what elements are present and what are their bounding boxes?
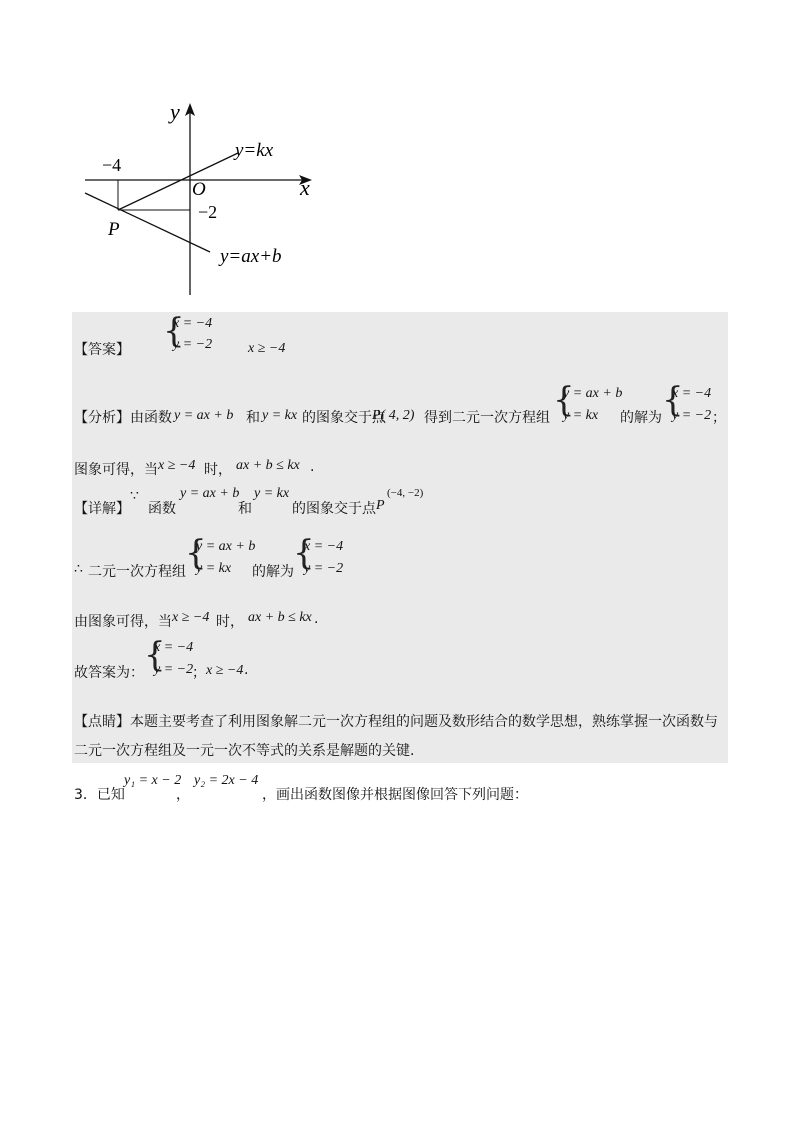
detail-text-4: 二元一次方程组 — [88, 564, 186, 580]
detail-line3-condition: x ≥ −4 — [172, 610, 210, 625]
neg2-label: −2 — [198, 202, 218, 222]
analysis-sys-brace: { — [553, 380, 575, 420]
y-axis-label: y — [170, 99, 180, 124]
question3-text: ，画出函数图像并根据图像回答下列问题： — [262, 787, 528, 803]
final-sys-y: y = −2 — [154, 662, 194, 677]
final-sys-x: x = −4 — [154, 640, 194, 655]
comment-line-2: 二元一次方程组及一元一次不等式的关系是解题的关键. — [74, 743, 415, 759]
question3-comma: ， — [176, 787, 190, 803]
detail-func-1: y = ax + b — [180, 486, 240, 501]
detail-sys-brace: { — [185, 533, 207, 573]
x-axis-label: x — [300, 175, 310, 200]
comment-line-1: 本题主要考查了利用图象解二元一次方程组的问题及数形结合的数学思想，熟练掌握一次函数与 — [130, 714, 718, 730]
question3-number: 3．已知 — [74, 787, 125, 803]
solution-block — [72, 312, 728, 763]
detail-line3-text-2: 时， — [216, 614, 244, 630]
analysis-text-1: 由函数 — [130, 410, 172, 426]
detail-func-2: y = kx — [254, 486, 290, 501]
analysis-text-4: 得到二元一次方程组 — [424, 410, 550, 426]
question3-y1: y₁ = x − 2 — [124, 773, 182, 788]
analysis-line2-text-1: 图象可得，当 — [74, 462, 158, 478]
answer-sys-y: y = −2 — [173, 337, 213, 352]
neg4-label: −4 — [102, 155, 122, 175]
final-brace: { — [144, 635, 166, 675]
detail-line3-text-1: 由图象可得，当 — [74, 614, 172, 630]
detail-point-coords: (−4, −2) — [387, 487, 424, 499]
detail-therefore: ∴ — [74, 562, 83, 577]
detail-sol-brace: { — [293, 533, 315, 573]
answer-sys-x: x = −4 — [173, 316, 213, 331]
answer-inequality: x ≥ −4 — [248, 341, 286, 356]
final-end: . — [244, 662, 249, 678]
detail-label: 【详解】 — [74, 501, 130, 517]
comment-label: 【点睛】 — [74, 714, 130, 730]
line-axb-label: y=ax+b — [220, 246, 282, 267]
point-p-label: P — [108, 219, 120, 240]
analysis-line2-end: . — [310, 459, 315, 475]
analysis-sol-brace: { — [662, 380, 684, 420]
detail-because: ∵ — [130, 489, 139, 504]
detail-line3-end: . — [314, 611, 319, 627]
answer-brace: { — [163, 311, 185, 351]
line-kx — [118, 153, 238, 210]
analysis-point: P( 4, 2) — [372, 408, 415, 423]
function-graph-figure — [80, 95, 340, 300]
detail-text-1: 函数 — [148, 501, 176, 517]
final-inequality: x ≥ −4 — [206, 663, 244, 678]
detail-sys-b: y = kx — [196, 561, 232, 576]
final-separator: ； — [192, 665, 206, 681]
detail-text-3: 的图象交于点 — [292, 501, 376, 517]
analysis-label: 【分析】 — [74, 410, 130, 426]
analysis-sol-b: y = −2 — [672, 408, 712, 423]
analysis-sol-a: x = −4 — [672, 386, 712, 401]
detail-text-5: 的解为 — [252, 564, 294, 580]
line-axb — [85, 193, 210, 252]
analysis-end: ； — [712, 410, 726, 426]
analysis-text-3: 的图象交于点 — [302, 410, 386, 426]
answer-label: 【答案】 — [74, 342, 130, 358]
analysis-line2-text-2: 时， — [204, 462, 232, 478]
origin-label: O — [192, 179, 206, 200]
analysis-text-5: 的解为 — [620, 410, 662, 426]
detail-point-letter: P — [376, 498, 385, 513]
detail-sol-a: x = −4 — [304, 539, 344, 554]
analysis-line2-condition: x ≥ −4 — [158, 458, 196, 473]
analysis-sys-b: y = kx — [563, 408, 599, 423]
detail-line3-inequality: ax + b ≤ kx — [248, 610, 312, 625]
detail-sol-b: y = −2 — [304, 561, 344, 576]
analysis-func-2: y = kx — [262, 408, 298, 423]
analysis-func-1: y = ax + b — [174, 408, 234, 423]
analysis-text-2: 和 — [246, 410, 260, 426]
detail-text-2: 和 — [238, 501, 252, 517]
analysis-sys-a: y = ax + b — [563, 386, 623, 401]
analysis-line2-inequality: ax + b ≤ kx — [236, 458, 300, 473]
detail-sys-a: y = ax + b — [196, 539, 256, 554]
final-answer-label: 故答案为： — [74, 665, 144, 681]
question3-y2: y₂ = 2x − 4 — [194, 773, 259, 788]
line-kx-label: y=kx — [235, 140, 274, 161]
